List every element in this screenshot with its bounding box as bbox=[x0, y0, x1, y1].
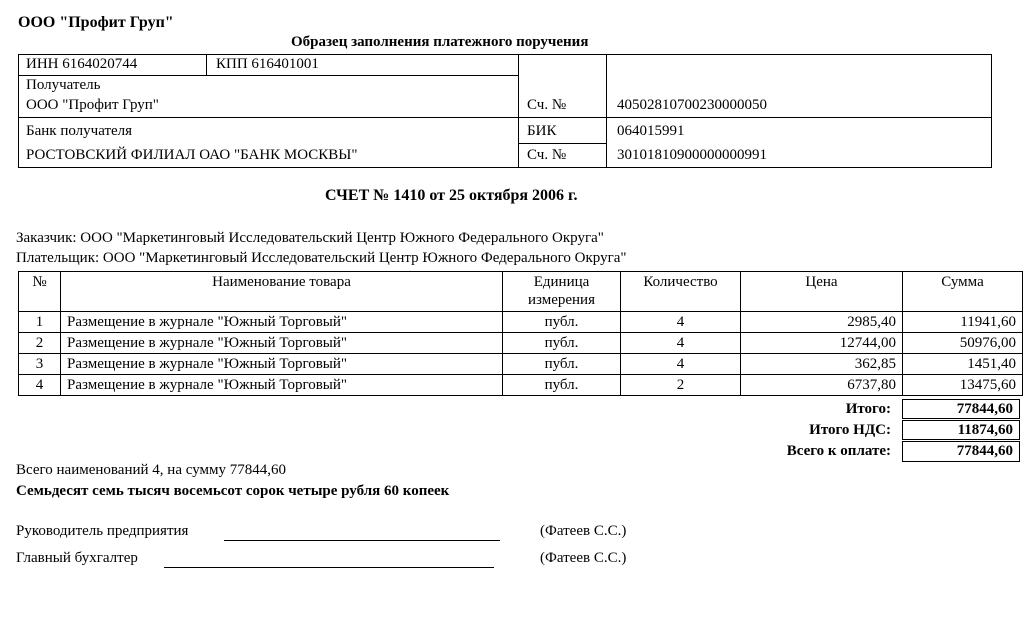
row-qty: 2 bbox=[621, 375, 741, 396]
row-sum: 13475,60 bbox=[903, 375, 1023, 396]
company-name: ООО "Профит Груп" bbox=[18, 14, 174, 31]
account-label: Сч. № bbox=[527, 97, 567, 113]
accountant-name: (Фатеев С.С.) bbox=[540, 550, 627, 566]
items-table bbox=[18, 271, 1023, 396]
summary-line: Всего наименований 4, на сумму 77844,60 bbox=[16, 462, 286, 478]
col-header-unit: Единица измерения bbox=[503, 272, 621, 312]
amount-in-words: Семьдесят семь тысяч восемьсот сорок четыре рубля 60 копеек bbox=[16, 483, 450, 499]
row-price: 6737,80 bbox=[741, 375, 903, 396]
row-qty: 4 bbox=[621, 333, 741, 354]
total-label: Итого: bbox=[845, 401, 891, 417]
payer-line: Плательщик: ООО "Маркетинговый Исследовательский Центр Южного Федерального Округа" bbox=[16, 250, 627, 266]
col-header-name: Наименование товара bbox=[61, 272, 503, 312]
recipient-label: Получатель bbox=[26, 77, 101, 93]
col-header-qty: Количество bbox=[621, 272, 741, 312]
row-name: Размещение в журнале "Южный Торговый" bbox=[61, 375, 503, 396]
row-num: 3 bbox=[19, 354, 61, 375]
row-sum: 11941,60 bbox=[903, 312, 1023, 333]
table-row bbox=[19, 375, 1023, 396]
bik-value: 064015991 bbox=[617, 123, 685, 139]
row-unit: публ. bbox=[503, 375, 621, 396]
row-sum: 1451,40 bbox=[903, 354, 1023, 375]
row-unit: публ. bbox=[503, 333, 621, 354]
row-qty: 4 bbox=[621, 312, 741, 333]
row-unit: публ. bbox=[503, 312, 621, 333]
row-name: Размещение в журнале "Южный Торговый" bbox=[61, 333, 503, 354]
row-num: 1 bbox=[19, 312, 61, 333]
row-price: 362,85 bbox=[741, 354, 903, 375]
bank-label: Банк получателя bbox=[26, 123, 133, 139]
accountant-signature-line bbox=[164, 550, 494, 568]
col-header-price: Цена bbox=[741, 272, 903, 312]
bank-name: РОСТОВСКИЙ ФИЛИАЛ ОАО "БАНК МОСКВЫ" bbox=[26, 147, 358, 163]
row-price: 12744,00 bbox=[741, 333, 903, 354]
col-header-sum: Сумма bbox=[903, 272, 1023, 312]
kpp-value: КПП 616401001 bbox=[216, 56, 319, 72]
sample-title: Образец заполнения платежного поручения bbox=[291, 34, 589, 50]
row-num: 4 bbox=[19, 375, 61, 396]
table-row bbox=[19, 354, 1023, 375]
director-label: Руководитель предприятия bbox=[16, 523, 189, 539]
director-name: (Фатеев С.С.) bbox=[540, 523, 627, 539]
corr-account-number: 30101810900000000991 bbox=[617, 147, 767, 163]
due-label: Всего к оплате: bbox=[786, 443, 891, 459]
customer-line: Заказчик: ООО "Маркетинговый Исследовательский Центр Южного Федерального Округа" bbox=[16, 230, 604, 246]
row-name: Размещение в журнале "Южный Торговый" bbox=[61, 312, 503, 333]
account-number: 40502810700230000050 bbox=[617, 97, 767, 113]
director-signature-line bbox=[224, 523, 500, 541]
row-num: 2 bbox=[19, 333, 61, 354]
row-sum: 50976,00 bbox=[903, 333, 1023, 354]
corr-account-label: Сч. № bbox=[527, 147, 567, 163]
due-value: 77844,60 bbox=[902, 441, 1020, 462]
table-row bbox=[19, 312, 1023, 333]
col-header-num: № bbox=[19, 272, 61, 312]
accountant-label: Главный бухгалтер bbox=[16, 550, 138, 566]
inn-value: ИНН 6164020744 bbox=[26, 56, 138, 72]
table-header-row bbox=[19, 272, 1023, 312]
row-price: 2985,40 bbox=[741, 312, 903, 333]
bik-label: БИК bbox=[527, 123, 557, 139]
table-row bbox=[19, 333, 1023, 354]
row-name: Размещение в журнале "Южный Торговый" bbox=[61, 354, 503, 375]
invoice-title: СЧЕТ № 1410 от 25 октября 2006 г. bbox=[325, 187, 578, 204]
total-value: 77844,60 bbox=[902, 399, 1020, 419]
vat-value: 11874,60 bbox=[902, 420, 1020, 440]
recipient-name: ООО "Профит Груп" bbox=[26, 97, 159, 113]
row-unit: публ. bbox=[503, 354, 621, 375]
vat-label: Итого НДС: bbox=[809, 422, 891, 438]
row-qty: 4 bbox=[621, 354, 741, 375]
